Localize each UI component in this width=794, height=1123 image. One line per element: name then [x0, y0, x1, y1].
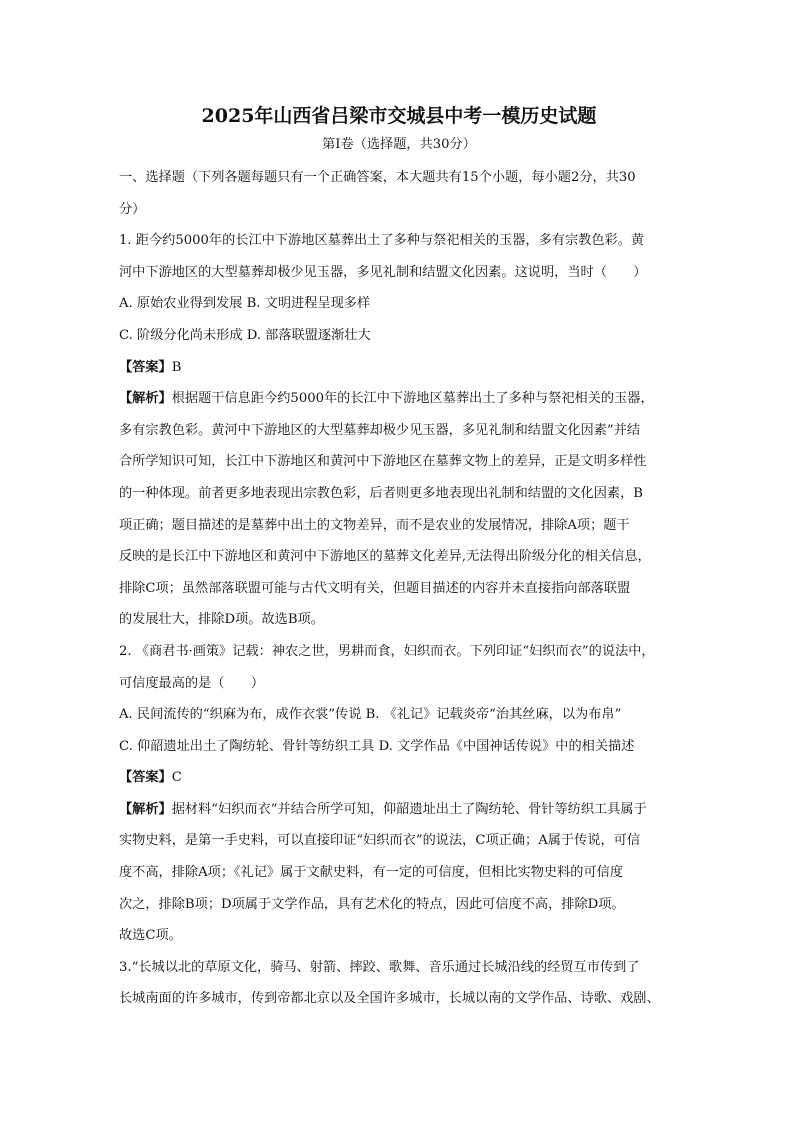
question-1-analysis-line: 的发展壮大，排除D项。故选B项。 [119, 612, 324, 628]
question-1 [119, 225, 679, 636]
question-2-analysis-line: 度不高，排除A项；《礼记》属于文献史料，有一定的可信度，但相比实物史料的可信度 [119, 865, 624, 881]
section-heading [119, 162, 679, 225]
question-1-analysis-line: 项正确；题目描述的是墓葬中出土的文物差异，而不是农业的发展情况，排除A项；题干 [119, 517, 630, 533]
question-2-option-line: C. 仰韶遗址出土了陶纺轮、骨针等纺织工具 D. 文学作品《中国神话传说》中的相关描述 [119, 738, 635, 754]
analysis-label: 【解析】 [119, 391, 172, 407]
section-heading-line: 分） [119, 201, 146, 217]
question-2-analysis-line: 故选C项。 [119, 928, 182, 944]
page-content [119, 100, 679, 1015]
question-2-analysis-line: 实物史料，是第一手史料，可以直接印证“妇织而衣”的说法，C项正确；A属于传说，可信 [119, 833, 641, 849]
answer-label: 【答案】 [119, 359, 172, 375]
answer-value: B [171, 359, 182, 375]
answer-label: 【答案】 [119, 770, 172, 786]
analysis-text: 根据题干信息距今约5000年的长江中下游地区墓葬出土了多种与祭祀相关的玉器， [171, 391, 654, 407]
question-1-answer [119, 352, 679, 384]
question-1-option-line: C. 阶级分化尚未形成 D. 部落联盟逐渐壮大 [119, 327, 371, 343]
question-2-answer [119, 762, 679, 794]
question-1-stem-line: 河中下游地区的大型墓葬却极少见玉器，多见礼制和结盟文化因素。这说明，当时（ ） [119, 264, 647, 280]
question-3-stem-line: 3.“长城以北的草原文化，骑马、射箭、摔跤、歌舞、音乐通过长城沿线的经贸互市传到了 [119, 959, 640, 975]
analysis-text: 据材料“妇织而衣”并结合所学可知，仰韶遗址出土了陶纺轮、骨针等纺织工具属于 [171, 801, 647, 817]
section-heading-line: 一、选择题（下列各题每题只有一个正确答案，本大题共有15个小题，每小题2分，共30 [119, 170, 636, 185]
question-2 [119, 636, 679, 952]
question-1-analysis-line: 合所学知识可知，长江中下游地区和黄河中下游地区在墓葬文物上的差异，正是文明多样性 [119, 454, 647, 470]
question-3 [119, 952, 679, 1015]
question-2-analysis-line [119, 794, 679, 826]
question-2-analysis-line: 次之，排除B项；D项属于文学作品，具有艺术化的特点，因此可信度不高，排除D项。 [119, 896, 625, 912]
question-3-stem-line: 长城南面的许多城市，传到帝都北京以及全国许多城市，长城以南的文学作品、诗歌、戏剧、 [119, 991, 660, 1007]
exam-title: 2025年山西省吕梁市交城县中考一模历史试题 [201, 105, 597, 127]
question-2-stem-line: 可信度最高的是（ ） [119, 675, 265, 691]
question-1-analysis-line [119, 383, 679, 415]
question-1-analysis-line: 排除C项；虽然部落联盟可能与古代文明有关，但题目描述的内容并未直接指向部落联盟 [119, 580, 631, 596]
exam-subtitle: 第Ⅰ卷（选择题，共30分） [322, 137, 476, 152]
analysis-label: 【解析】 [119, 801, 172, 817]
question-1-analysis-line: 的一种体现。前者更多地表现出宗教色彩，后者则更多地表现出礼制和结盟的文化因素，B [119, 485, 643, 501]
question-1-option-line: A. 原始农业得到发展 B. 文明进程呈现多样 [119, 296, 371, 312]
question-1-stem-line: 1. 距今约5000年的长江中下游地区墓葬出土了多种与祭祀相关的玉器，多有宗教色彩。黄 [119, 233, 645, 249]
question-2-option-line: A. 民间流传的“织麻为布，成作衣裳”传说 B. 《礼记》记载炎帝“治其丝麻，以为布帛” [119, 707, 622, 723]
answer-value: C [171, 770, 182, 786]
question-1-analysis-line: 多有宗教色彩。黄河中下游地区的大型墓葬却极少见玉器，多见礼制和结盟文化因素”并结 [119, 422, 641, 438]
question-2-stem-line: 2. 《商君书·画策》记载：神农之世，男耕而食，妇织而衣。下列印证“妇织而衣”的说法中， [119, 643, 655, 659]
question-1-analysis-line: 反映的是长江中下游地区和黄河中下游地区的墓葬文化差异,无法得出阶级分化的相关信息， [119, 549, 651, 565]
